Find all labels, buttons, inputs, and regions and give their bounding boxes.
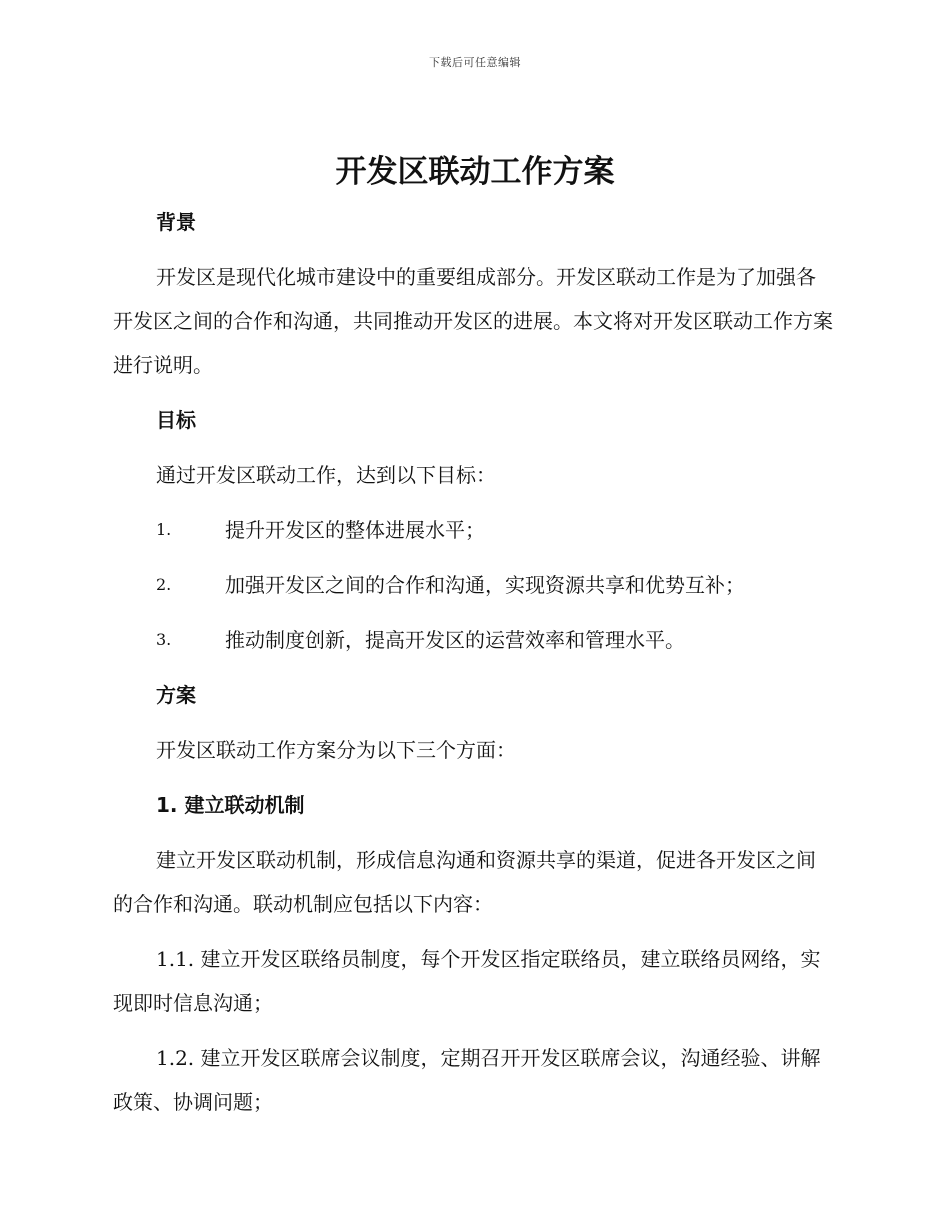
- section-heading-background: 背景: [156, 210, 196, 234]
- document-title: 开发区联动工作方案: [335, 154, 615, 190]
- linkage-item-1-2: 1.2. 建立开发区联席会议制度，定期召开开发区联席会议，沟通经验、讲解政策、协调问题；: [113, 1046, 821, 1114]
- plan-intro: 开发区联动工作方案分为以下三个方面：: [156, 738, 516, 762]
- goals-intro: 通过开发区联动工作，达到以下目标：: [156, 463, 496, 487]
- list-item: [113, 563, 833, 607]
- spacer: [113, 926, 833, 937]
- document-body: [113, 200, 833, 1124]
- spacer: [113, 244, 833, 255]
- list-item: [113, 508, 833, 552]
- list-text: 加强开发区之间的合作和沟通，实现资源共享和优势互补；: [225, 573, 745, 597]
- spacer: [113, 387, 833, 398]
- spacer: [113, 497, 833, 508]
- spacer: [113, 772, 833, 783]
- list-item: [113, 618, 833, 662]
- background-paragraph: 开发区是现代化城市建设中的重要组成部分。开发区联动工作是为了加强各开发区之间的合作和沟通，共同推动开发区的进展。本文将对开发区联动工作方案进行说明。: [113, 265, 833, 377]
- list-text: 提升开发区的整体进展水平；: [225, 518, 485, 542]
- list-number: 2.: [156, 575, 172, 594]
- spacer: [113, 1025, 833, 1036]
- spacer: [113, 552, 833, 563]
- section-heading-goals: 目标: [156, 408, 196, 432]
- list-text: 推动制度创新，提高开发区的运营效率和管理水平。: [225, 628, 685, 652]
- linkage-item-1-1: 1.1. 建立开发区联络员制度，每个开发区指定联络员，建立联络员网络，实现即时信息沟通；: [113, 947, 821, 1015]
- spacer: [113, 662, 833, 673]
- spacer: [113, 607, 833, 618]
- spacer: [113, 442, 833, 453]
- spacer: [113, 827, 833, 838]
- list-number: 1.: [156, 520, 172, 539]
- linkage-mechanism-paragraph: 建立开发区联动机制，形成信息沟通和资源共享的渠道，促进各开发区之间的合作和沟通。联动机制应包括以下内容：: [113, 848, 816, 916]
- subsection-heading-linkage-mechanism: 1. 建立联动机制: [156, 793, 305, 817]
- spacer: [113, 717, 833, 728]
- header-note: 下载后可任意编辑: [429, 56, 521, 69]
- list-number: 3.: [156, 630, 172, 649]
- section-heading-plan: 方案: [156, 683, 196, 707]
